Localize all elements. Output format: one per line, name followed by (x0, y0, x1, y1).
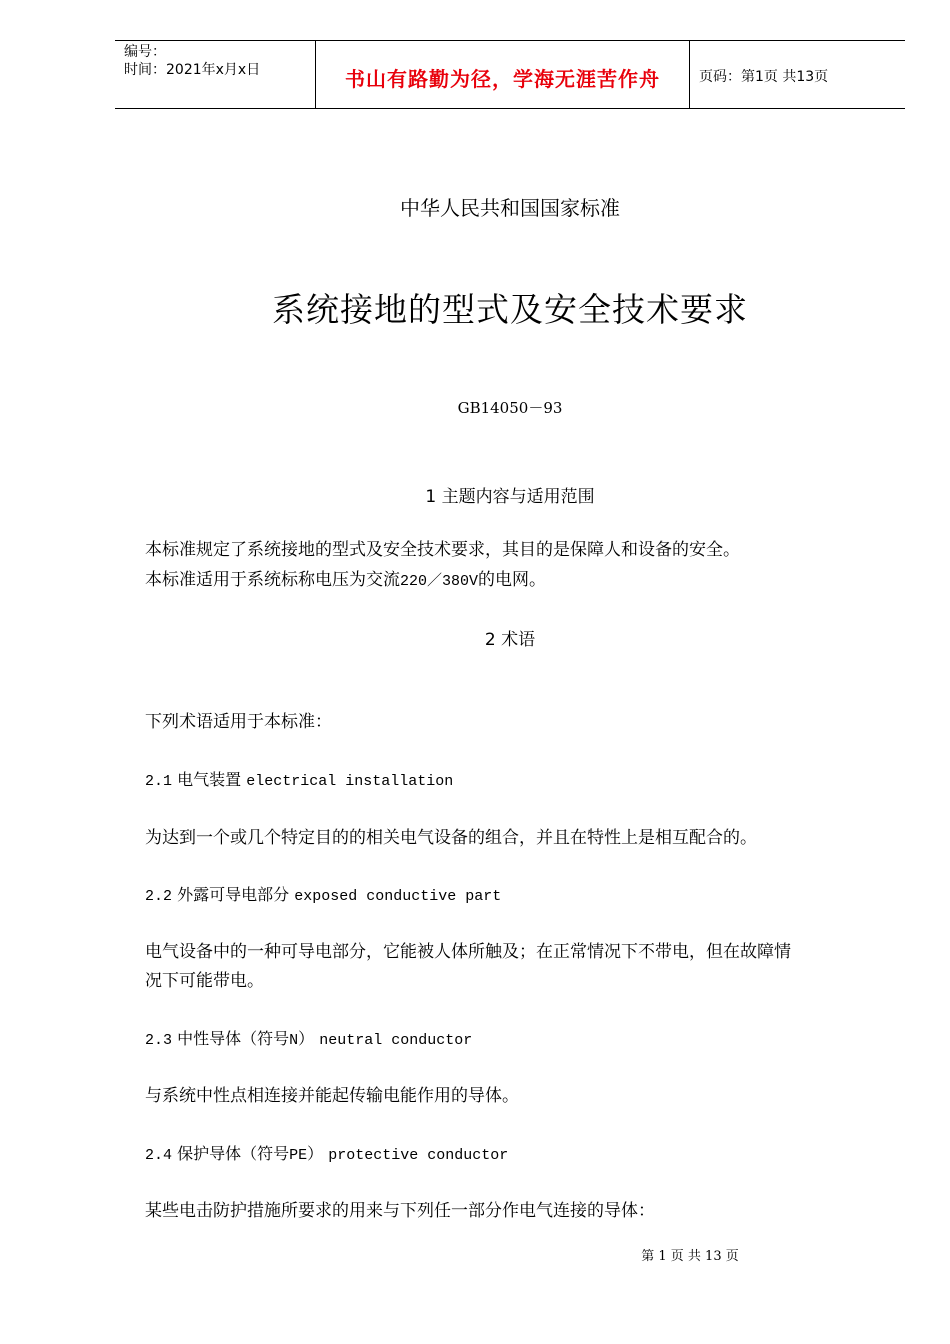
standard-org: 中华人民共和国国家标准 (400, 196, 620, 220)
term-2-1: 2.1 电气装置 electrical installation (145, 770, 454, 790)
document-title: 系统接地的型式及安全技术要求 (272, 290, 748, 329)
standard-code: GB14050－93 (457, 399, 563, 417)
section-1-paragraph-2: 本标准适用于系统标称电压为交流220／380V的电网。 (145, 570, 547, 590)
page-footer: 第 1 页 共 13 页 (641, 1249, 739, 1264)
term-2-3-definition: 与系统中性点相连接并能起传输电能作用的导体。 (145, 1086, 519, 1106)
term-2-3: 2.3 中性导体（符号N） neutral conductor (145, 1029, 473, 1049)
header-page-cell (690, 41, 905, 108)
header-motto-cell (316, 41, 690, 108)
document-number-label: 编号： (124, 44, 166, 60)
term-2-4-definition: 某些电击防护措施所要求的用来与下列任一部分作电气连接的导体： (145, 1201, 655, 1221)
term-2-2: 2.2 外露可导电部分 exposed conductive part (145, 885, 502, 905)
header-page-info: 页码：第1页 共13页 (699, 69, 829, 85)
term-2-1-definition: 为达到一个或几个特定目的的相关电气设备的组合，并且在特性上是相互配合的。 (145, 828, 757, 848)
section-1-paragraph-1: 本标准规定了系统接地的型式及安全技术要求，其目的是保障人和设备的安全。 (145, 540, 740, 560)
header-meta-cell (115, 41, 316, 108)
section-2-intro: 下列术语适用于本标准： (145, 712, 332, 732)
term-2-2-definition-line-2: 况下可能带电。 (145, 971, 264, 991)
term-2-4: 2.4 保护导体（符号PE） protective conductor (145, 1144, 509, 1164)
term-2-2-definition-line-1: 电气设备中的一种可导电部分，它能被人体所触及；在正常情况下不带电，但在故障情 (145, 942, 791, 962)
document-date: 时间：2021年x月x日 (124, 62, 261, 78)
section-1-heading: 1 主题内容与适用范围 (425, 487, 595, 507)
document-header (115, 40, 905, 109)
header-motto: 书山有路勤为径，学海无涯苦作舟 (345, 67, 660, 91)
section-2-heading: 2 术语 (484, 630, 536, 650)
